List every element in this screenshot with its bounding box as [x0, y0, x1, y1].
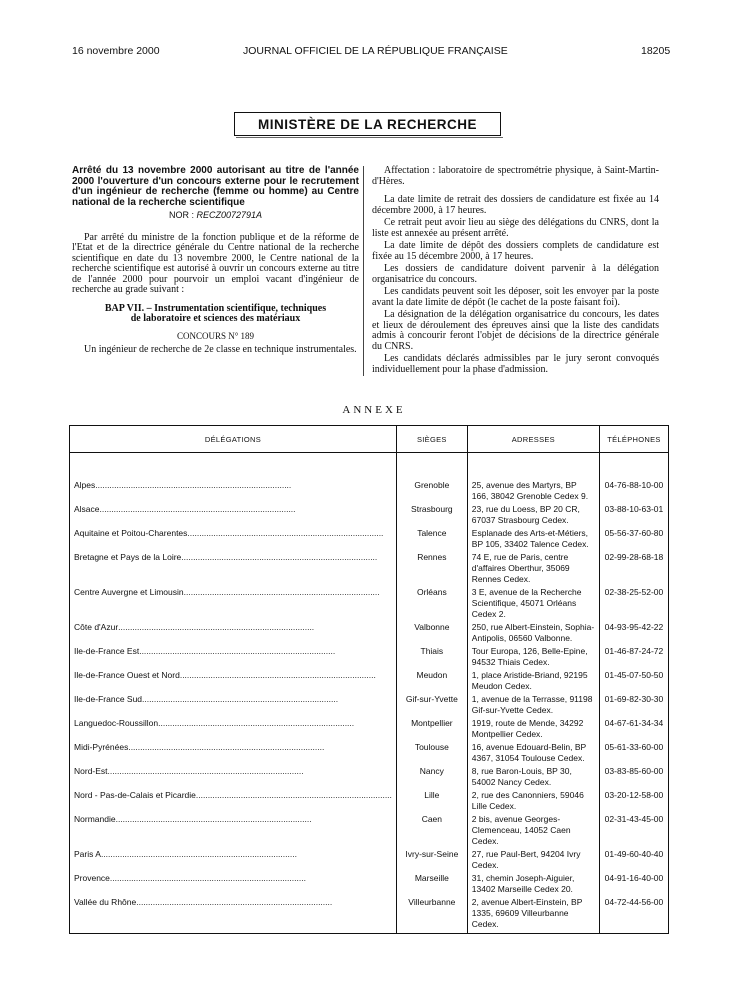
phone-cell: 04-67-61-34-34 [599, 717, 668, 741]
address-cell: 25, avenue des Martyrs, BP 166, 38042 Grenoble Cedex 9. [467, 479, 599, 503]
address-cell: 1, place Aristide-Briand, 92195 Meudon Cedex. [467, 669, 599, 693]
table-row [70, 872, 669, 896]
leader-dots [95, 480, 392, 491]
leader-dots [158, 718, 392, 729]
delegation-name: Ile-de-France Sud [74, 694, 143, 704]
phone-cell: 02-38-25-52-00 [599, 586, 668, 621]
delegation-cell [70, 503, 397, 527]
header-delegations: DÉLÉGATIONS [70, 426, 397, 453]
delegation-name: Ile-de-France Est [74, 646, 140, 656]
delegation-name: Provence [74, 873, 110, 883]
leader-dots [108, 766, 392, 777]
decree-intro: Par arrêté du ministre de la fonction publique et de la réforme de l'Etat et de la directrice générale du Centre national de la recherche scientifique en date du 13 novembre 2000, le Centre national de la recherche scientifique est autorisé à ouvrir un concours externe au titre de l'année 2000 pour pourvoir un emploi vacant d'ingénieur de recherche au grade suivant : [72, 231, 359, 295]
delegation-name: Aquitaine et Poitou-Charentes [74, 528, 188, 538]
delegation-cell [70, 717, 397, 741]
delegation-name: Paris A [74, 849, 101, 859]
siege-cell: Montpellier [396, 717, 467, 741]
table-header-row [70, 426, 669, 453]
delegation-cell [70, 693, 397, 717]
delegation-name: Ile-de-France Ouest et Nord [74, 670, 180, 680]
address-cell: 27, rue Paul-Bert, 94204 Ivry Cedex. [467, 848, 599, 872]
delegation-leader [74, 718, 392, 729]
table-row [70, 896, 669, 934]
table-row [70, 717, 669, 741]
siege-cell: Toulouse [396, 741, 467, 765]
table-row [70, 848, 669, 872]
right-column [372, 166, 659, 377]
phone-cell: 04-93-95-42-22 [599, 621, 668, 645]
phone-cell: 04-72-44-56-00 [599, 896, 668, 934]
phone-cell: 02-31-43-45-00 [599, 813, 668, 848]
siege-cell: Villeurbanne [396, 896, 467, 934]
table-row [70, 669, 669, 693]
envoi-text: Les candidats peuvent soit les déposer, soit les envoyer par la poste avant la date limite de dépôt (le cachet de la poste faisant foi). [372, 286, 659, 308]
siege-cell: Marseille [396, 872, 467, 896]
admissibles-text: Les candidats déclarés admissibles par le jury seront convoqués individuellement pour la phase d'admission. [372, 353, 659, 375]
leader-dots [101, 849, 392, 860]
retrait-date-text: La date limite de retrait des dossiers de candidature est fixée au 14 décembre 2000, à 17 heures. [372, 194, 659, 216]
delegation-leader [74, 480, 392, 491]
delegation-name: Bretagne et Pays de la Loire [74, 552, 182, 562]
leader-dots [118, 622, 392, 633]
siege-cell: Ivry-sur-Seine [396, 848, 467, 872]
siege-cell: Valbonne [396, 621, 467, 645]
leader-dots [136, 897, 392, 908]
siege-cell: Nancy [396, 765, 467, 789]
table-row [70, 479, 669, 503]
phone-cell: 01-45-07-50-50 [599, 669, 668, 693]
table-row [70, 813, 669, 848]
address-cell: 2, avenue Albert-Einstein, BP 1335, 69609 Villeurbanne Cedex. [467, 896, 599, 934]
phone-cell: 02-99-28-68-18 [599, 551, 668, 586]
poste-description: Un ingénieur de recherche de 2e classe en technique instrumentales. [84, 344, 357, 355]
leader-dots [184, 587, 392, 598]
phone-cell: 05-61-33-60-00 [599, 741, 668, 765]
phone-cell: 01-49-60-40-40 [599, 848, 668, 872]
designation-text: La désignation de la délégation organisatrice du concours, les dates et lieux de déroulement des épreuves ainsi que la liste des candidats admis à concourir feront l'objet de décisions de la directrice générale du CNRS. [372, 309, 659, 352]
address-cell: 1919, route de Mende, 34292 Montpellier Cedex. [467, 717, 599, 741]
delegation-name: Nord - Pas-de-Calais et Picardie [74, 790, 196, 800]
left-column [72, 166, 359, 364]
delegation-leader [74, 814, 392, 825]
nor-value: RECZ0072791A [196, 210, 263, 220]
siege-cell: Meudon [396, 669, 467, 693]
phone-cell: 01-46-87-24-72 [599, 645, 668, 669]
leader-dots [110, 873, 392, 884]
bap-line-1: BAP VII. – Instrumentation scientifique, techniques [104, 302, 327, 314]
delegation-leader [74, 552, 392, 563]
annexe-heading: ANNEXE [342, 404, 406, 416]
address-cell: 8, rue Baron-Louis, BP 30, 54002 Nancy Cedex. [467, 765, 599, 789]
table-row [70, 527, 669, 551]
delegation-cell [70, 479, 397, 503]
delegation-cell [70, 669, 397, 693]
table-row [70, 621, 669, 645]
siege-cell: Talence [396, 527, 467, 551]
delegation-leader [74, 646, 392, 657]
header-journal-title: JOURNAL OFFICIEL DE LA RÉPUBLIQUE FRANÇAISE [243, 45, 508, 57]
address-cell: 74 E, rue de Paris, centre d'affaires Oberthur, 35069 Rennes Cedex. [467, 551, 599, 586]
leader-dots [139, 646, 392, 657]
delegation-leader [74, 670, 392, 681]
bap-line-2: de laboratoire et sciences des matériaux [130, 313, 301, 324]
address-cell: 31, chemin Joseph-Aiguier, 13402 Marseille Cedex 20. [467, 872, 599, 896]
delegation-leader [74, 873, 392, 884]
delegation-leader [74, 766, 392, 777]
leader-dots [181, 552, 392, 563]
delegation-cell [70, 621, 397, 645]
delegation-leader [74, 897, 392, 908]
header-page-number: 18205 [641, 45, 671, 57]
address-cell: Tour Europa, 126, Belle-Epine, 94532 Thiais Cedex. [467, 645, 599, 669]
ministry-shadow-rule [236, 137, 503, 138]
bap-heading [72, 304, 359, 325]
siege-cell: Orléans [396, 586, 467, 621]
delegation-name: Languedoc-Roussillon [74, 718, 159, 728]
siege-cell: Rennes [396, 551, 467, 586]
delegation-leader [74, 504, 392, 515]
ministry-title: MINISTÈRE DE LA RECHERCHE [257, 116, 477, 132]
leader-dots [116, 814, 392, 825]
table-row [70, 789, 669, 813]
leader-dots [187, 528, 392, 539]
siege-cell: Strasbourg [396, 503, 467, 527]
table-row [70, 645, 669, 669]
table-spacer-row [70, 453, 669, 480]
table-body [70, 453, 669, 934]
table-row [70, 765, 669, 789]
delegation-name: Centre Auvergne et Limousin [74, 587, 184, 597]
delegation-cell [70, 551, 397, 586]
address-cell: 2 bis, avenue Georges-Clemenceau, 14052 Caen Cedex. [467, 813, 599, 848]
delegation-cell [70, 527, 397, 551]
header-date: 16 novembre 2000 [72, 45, 160, 57]
header-adresses: ADRESSES [467, 426, 599, 453]
phone-cell: 01-69-82-30-30 [599, 693, 668, 717]
delegation-cell [70, 645, 397, 669]
address-cell: Esplanade des Arts-et-Métiers, BP 105, 33402 Talence Cedex. [467, 527, 599, 551]
phone-cell: 04-76-88-10-00 [599, 479, 668, 503]
table-row [70, 503, 669, 527]
delegation-name: Côte d'Azur [74, 622, 119, 632]
siege-cell: Thiais [396, 645, 467, 669]
phone-cell: 03-88-10-63-01 [599, 503, 668, 527]
delegation-leader [74, 587, 392, 598]
address-cell: 1, avenue de la Terrasse, 91198 Gif-sur-Yvette Cedex. [467, 693, 599, 717]
table-row [70, 693, 669, 717]
leader-dots [196, 790, 392, 801]
address-cell: 3 E, avenue de la Recherche Scientifique, 45071 Orléans Cedex 2. [467, 586, 599, 621]
siege-cell: Caen [396, 813, 467, 848]
delegation-leader [74, 742, 392, 753]
delegation-leader [74, 622, 392, 633]
delegation-cell [70, 872, 397, 896]
retrait-lieu-text: Ce retrait peut avoir lieu au siège des délégations du CNRS, dont la liste est annexée au présent arrêté. [372, 217, 659, 239]
header-sieges: SIÈGES [396, 426, 467, 453]
delegation-leader [74, 528, 392, 539]
delegation-name: Normandie [74, 814, 116, 824]
header-telephones: TÉLÉPHONES [599, 426, 668, 453]
delegation-leader [74, 694, 392, 705]
phone-cell: 05-56-37-60-80 [599, 527, 668, 551]
decree-title: Arrêté du 13 novembre 2000 autorisant au titre de l'année 2000 l'ouverture d'un concours externe pour le recrutement d'un ingénieur de recherche (femme ou homme) au Centre national de la recherche scientifique [72, 165, 359, 208]
delegation-name: Alsace [74, 504, 100, 514]
nor-reference [72, 210, 359, 221]
ministry-title-box [234, 112, 501, 136]
siege-cell: Gif-sur-Yvette [396, 693, 467, 717]
phone-cell: 03-83-85-60-00 [599, 765, 668, 789]
depot-date-text: La date limite de dépôt des dossiers complets de candidature est fixée au 15 décembre 2000, à 17 heures. [372, 240, 659, 262]
phone-cell: 03-20-12-58-00 [599, 789, 668, 813]
delegation-name: Alpes [74, 480, 96, 490]
delegation-name: Vallée du Rhône [74, 897, 137, 907]
leader-dots [142, 694, 392, 705]
column-separator [363, 166, 364, 376]
leader-dots [128, 742, 392, 753]
address-cell: 2, rue des Canonniers, 59046 Lille Cedex. [467, 789, 599, 813]
phone-cell: 04-91-16-40-00 [599, 872, 668, 896]
address-cell: 23, rue du Loess, BP 20 CR, 67037 Strasbourg Cedex. [467, 503, 599, 527]
delegations-table [69, 425, 669, 934]
delegation-name: Midi-Pyrénées [74, 742, 129, 752]
concours-number: CONCOURS N° 189 [176, 330, 255, 341]
address-cell: 16, avenue Edouard-Belin, BP 4367, 31054 Toulouse Cedex. [467, 741, 599, 765]
siege-cell: Lille [396, 789, 467, 813]
table-row [70, 586, 669, 621]
delegation-leader [74, 790, 392, 801]
nor-label: NOR : [168, 210, 197, 220]
delegation-leader [74, 849, 392, 860]
delegation-cell [70, 765, 397, 789]
delegation-cell [70, 896, 397, 934]
delegation-cell [70, 848, 397, 872]
delegation-cell [70, 813, 397, 848]
delegation-cell [70, 586, 397, 621]
leader-dots [100, 504, 392, 515]
affectation-text: Affectation : laboratoire de spectrométrie physique, à Saint-Martin-d'Hères. [372, 165, 659, 187]
delegation-name: Nord-Est [74, 766, 108, 776]
dossiers-text: Les dossiers de candidature doivent parvenir à la délégation organisatrice du concours. [372, 263, 659, 285]
table-row [70, 551, 669, 586]
siege-cell: Grenoble [396, 479, 467, 503]
leader-dots [180, 670, 392, 681]
table-row [70, 741, 669, 765]
delegation-cell [70, 789, 397, 813]
delegation-cell [70, 741, 397, 765]
address-cell: 250, rue Albert-Einstein, Sophia-Antipolis, 06560 Valbonne. [467, 621, 599, 645]
